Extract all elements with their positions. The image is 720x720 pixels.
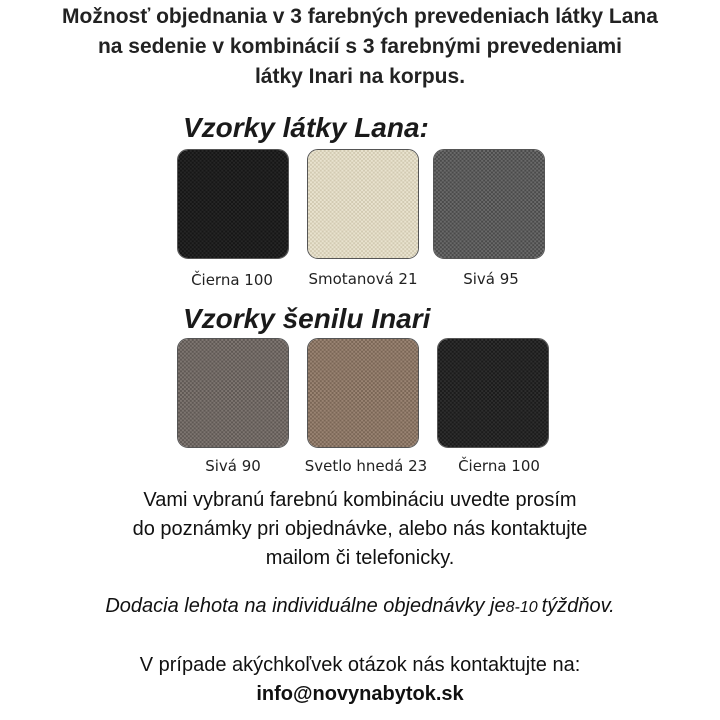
swatch-lana-grey [433, 149, 545, 259]
swatch-label: Čierna 100 [191, 271, 273, 289]
swatch-lana-cream [307, 149, 419, 259]
contact-email-link[interactable]: info@novynabytok.sk [256, 683, 464, 705]
swatch-label: Smotanová 21 [308, 270, 418, 288]
swatch-inari-light-brown [307, 338, 419, 448]
header-line-3: látky Inari na korpus. [254, 65, 466, 88]
swatch-label: Čierna 100 [458, 457, 540, 475]
note-line-2: do poznámky pri objednávke, alebo nás kontaktujte [132, 518, 588, 540]
inari-section-title: Vzorky šenilu Inari [183, 303, 431, 334]
header-line-2: na sedenie v kombinácií s 3 farebnými prevedeniami [97, 35, 623, 58]
delivery-range: 8-10 [505, 599, 538, 616]
delivery-text: Dodacia lehota na individuálne objednávky je [105, 595, 506, 617]
contact-line: V prípade akýchkoľvek otázok nás kontaktujte na: [139, 654, 581, 676]
delivery-line [0, 592, 720, 622]
swatch-lana-black [177, 149, 289, 259]
note-line-1: Vami vybranú farebnú kombináciu uvedte prosím [143, 489, 577, 511]
swatch-inari-black [437, 338, 549, 448]
header-line-1: Možnosť objednania v 3 farebných prevedeniach látky Lana [62, 5, 658, 28]
swatch-inari-grey [177, 338, 289, 448]
note-line-3: mailom či telefonicky. [265, 547, 455, 569]
swatch-label: Sivá 95 [463, 270, 519, 288]
lana-section-title: Vzorky látky Lana: [183, 112, 429, 143]
swatch-label: Svetlo hnedá 23 [304, 457, 428, 475]
swatch-label: Sivá 90 [205, 457, 261, 475]
delivery-unit: týždňov. [541, 595, 615, 617]
